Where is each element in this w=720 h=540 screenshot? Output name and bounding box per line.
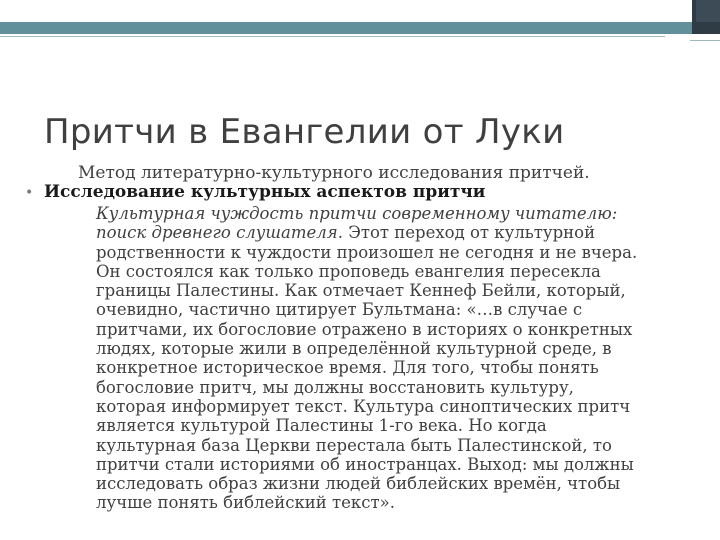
divider-line [0,36,665,37]
corner-block-inner [696,0,720,22]
body-line [96,204,706,223]
body-line-text: . Этот переход от культурной [337,223,596,243]
divider-line-short [690,40,720,41]
body-line: которая информирует текст. Культура синоптических притч [96,396,631,416]
body-line: конкретное историческое время. Для того, чтобы понять [96,358,599,378]
body-line: очевидно, частично цитирует Бультмана: «…в случае с [96,300,583,320]
body-line: Он состоялся как только проповедь евангелия пересекла [96,261,601,281]
italic-phrase-part2: поиск древнего слушателя [96,223,338,243]
body-line: границы Палестины. Как отмечает Кеннеф Бейли, который, [96,281,626,301]
body-line [96,223,706,242]
body-paragraph [96,204,706,513]
body-line: притчами, их богословие отражено в историях о конкретных [96,319,633,339]
page-title: Притчи в Евангелии от Луки [44,112,565,152]
body-line: лучше понять библейский текст». [96,493,395,513]
body-line: людях, которые жили в определённой культурной среде, в [96,339,612,359]
body-line: родственности к чуждости произошел не сегодня и не вчера. [96,242,638,262]
body-line: исследовать образ жизни людей библейских времён, чтобы [96,474,621,494]
italic-phrase-part1: Культурная чуждость притчи современному читателю: [96,204,618,223]
subtitle: Метод литературно-культурного исследования притчей. [78,163,590,183]
body-line: культурная база Церкви перестала быть Палестинской, то [96,435,612,455]
bullet-dot-icon: • [25,185,34,201]
header-decoration [0,0,720,38]
bullet-heading: Исследование культурных аспектов притчи [44,182,486,202]
body-line: богословие притч, мы должны восстановить культуру, [96,377,574,397]
body-line: является культурой Палестины 1-го века. Но когда [96,416,547,436]
body-line: притчи стали историями об иностранцах. Выход: мы должны [96,454,634,474]
accent-bar [0,22,692,34]
